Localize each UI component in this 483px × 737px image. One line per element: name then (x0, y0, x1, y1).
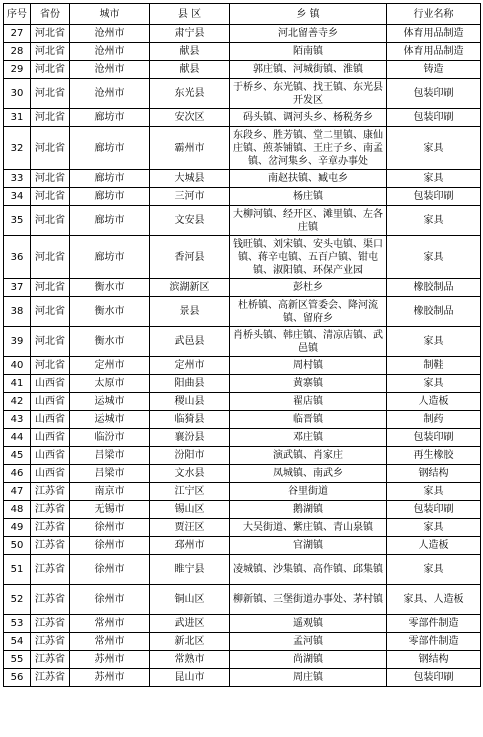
cell-city: 徐州市 (70, 519, 150, 537)
cell-no: 35 (4, 206, 31, 236)
cell-no: 54 (4, 633, 31, 651)
cell-industry: 橡胶制品 (387, 279, 481, 297)
cell-industry: 包装印刷 (387, 109, 481, 127)
cell-county: 锡山区 (150, 501, 230, 519)
cell-city: 沧州市 (70, 43, 150, 61)
cell-county: 霸州市 (150, 127, 230, 170)
cell-province: 江苏省 (31, 651, 70, 669)
cell-town: 谷里街道 (230, 483, 387, 501)
cell-county: 新北区 (150, 633, 230, 651)
table-body (4, 25, 481, 687)
cell-town: 临晋镇 (230, 411, 387, 429)
cell-industry: 包装印刷 (387, 669, 481, 687)
table-row (4, 236, 481, 279)
table-row (4, 109, 481, 127)
cell-industry: 包装印刷 (387, 79, 481, 109)
cell-industry: 家具 (387, 555, 481, 585)
cell-county: 阳曲县 (150, 375, 230, 393)
cell-province: 江苏省 (31, 633, 70, 651)
cell-no: 46 (4, 465, 31, 483)
table-row (4, 411, 481, 429)
table-row (4, 633, 481, 651)
cell-city: 衡水市 (70, 297, 150, 327)
cell-province: 河北省 (31, 25, 70, 43)
cell-city: 太原市 (70, 375, 150, 393)
cell-no: 45 (4, 447, 31, 465)
cell-no: 34 (4, 188, 31, 206)
cell-province: 山西省 (31, 429, 70, 447)
cell-province: 河北省 (31, 206, 70, 236)
cell-industry: 橡胶制品 (387, 297, 481, 327)
cell-county: 邳州市 (150, 537, 230, 555)
cell-county: 文安县 (150, 206, 230, 236)
cell-no: 53 (4, 615, 31, 633)
table-row (4, 188, 481, 206)
cell-province: 河北省 (31, 279, 70, 297)
cell-no: 50 (4, 537, 31, 555)
cell-town: 邓庄镇 (230, 429, 387, 447)
cell-city: 廊坊市 (70, 236, 150, 279)
cell-industry: 零部件制造 (387, 615, 481, 633)
cell-province: 河北省 (31, 79, 70, 109)
table-row (4, 61, 481, 79)
cell-town: 肖桥头镇、韩庄镇、清凉店镇、武邑镇 (230, 327, 387, 357)
cell-industry: 钢结构 (387, 465, 481, 483)
table-row (4, 465, 481, 483)
industry-town-table (3, 3, 481, 687)
cell-province: 河北省 (31, 127, 70, 170)
cell-province: 河北省 (31, 188, 70, 206)
cell-province: 江苏省 (31, 585, 70, 615)
cell-province: 河北省 (31, 327, 70, 357)
cell-province: 山西省 (31, 375, 70, 393)
table-row (4, 170, 481, 188)
cell-city: 苏州市 (70, 669, 150, 687)
table-row (4, 651, 481, 669)
cell-industry: 制鞋 (387, 357, 481, 375)
cell-industry: 家具、人造板 (387, 585, 481, 615)
cell-city: 吕梁市 (70, 447, 150, 465)
cell-town: 大柳河镇、经开区、滩里镇、左各庄镇 (230, 206, 387, 236)
cell-county: 临猗县 (150, 411, 230, 429)
cell-town: 陌南镇 (230, 43, 387, 61)
cell-no: 44 (4, 429, 31, 447)
cell-no: 33 (4, 170, 31, 188)
cell-no: 28 (4, 43, 31, 61)
cell-town: 孟河镇 (230, 633, 387, 651)
table-row (4, 537, 481, 555)
cell-no: 40 (4, 357, 31, 375)
cell-province: 河北省 (31, 357, 70, 375)
cell-city: 临汾市 (70, 429, 150, 447)
cell-city: 运城市 (70, 393, 150, 411)
header-province: 省份 (31, 4, 70, 25)
cell-county: 三河市 (150, 188, 230, 206)
cell-county: 献县 (150, 61, 230, 79)
cell-no: 52 (4, 585, 31, 615)
table-row (4, 206, 481, 236)
cell-town: 钱旺镇、刘宋镇、安头屯镇、渠口镇、蒋辛屯镇、五百户镇、钳屯镇、淑阳镇、环保产业园 (230, 236, 387, 279)
cell-province: 河北省 (31, 43, 70, 61)
cell-city: 吕梁市 (70, 465, 150, 483)
cell-province: 山西省 (31, 465, 70, 483)
cell-town: 彭杜乡 (230, 279, 387, 297)
cell-county: 香河县 (150, 236, 230, 279)
cell-industry: 铸造 (387, 61, 481, 79)
table-row (4, 79, 481, 109)
cell-city: 徐州市 (70, 555, 150, 585)
cell-city: 沧州市 (70, 25, 150, 43)
cell-county: 武邑县 (150, 327, 230, 357)
cell-county: 滨湖新区 (150, 279, 230, 297)
cell-city: 常州市 (70, 615, 150, 633)
cell-province: 山西省 (31, 447, 70, 465)
cell-no: 56 (4, 669, 31, 687)
cell-industry: 家具 (387, 170, 481, 188)
cell-province: 江苏省 (31, 519, 70, 537)
header-county: 县 区 (150, 4, 230, 25)
table-row (4, 43, 481, 61)
cell-city: 徐州市 (70, 537, 150, 555)
cell-city: 廊坊市 (70, 127, 150, 170)
cell-no: 37 (4, 279, 31, 297)
cell-no: 27 (4, 25, 31, 43)
cell-province: 山西省 (31, 393, 70, 411)
table-row (4, 279, 481, 297)
table-row (4, 447, 481, 465)
cell-town: 官湖镇 (230, 537, 387, 555)
cell-no: 47 (4, 483, 31, 501)
cell-province: 河北省 (31, 61, 70, 79)
cell-province: 江苏省 (31, 555, 70, 585)
cell-industry: 包装印刷 (387, 501, 481, 519)
cell-city: 无锡市 (70, 501, 150, 519)
cell-county: 襄汾县 (150, 429, 230, 447)
cell-industry: 家具 (387, 327, 481, 357)
cell-town: 于桥乡、东光镇、找王镇、东光县开发区 (230, 79, 387, 109)
cell-town: 演武镇、肖家庄 (230, 447, 387, 465)
cell-no: 36 (4, 236, 31, 279)
cell-town: 凤城镇、南武乡 (230, 465, 387, 483)
cell-city: 廊坊市 (70, 109, 150, 127)
cell-town: 东段乡、胜芳镇、堂二里镇、康仙庄镇、煎茶铺镇、王庄子乡、南孟镇、岔河集乡、辛章办事处 (230, 127, 387, 170)
cell-town: 黄寨镇 (230, 375, 387, 393)
header-city: 城市 (70, 4, 150, 25)
cell-county: 文水县 (150, 465, 230, 483)
cell-industry: 家具 (387, 375, 481, 393)
cell-city: 廊坊市 (70, 170, 150, 188)
table-row (4, 25, 481, 43)
cell-county: 贾汪区 (150, 519, 230, 537)
cell-no: 29 (4, 61, 31, 79)
cell-county: 肃宁县 (150, 25, 230, 43)
cell-county: 江宁区 (150, 483, 230, 501)
cell-town: 郭庄镇、河城街镇、淮镇 (230, 61, 387, 79)
cell-province: 河北省 (31, 297, 70, 327)
cell-industry: 家具 (387, 483, 481, 501)
cell-province: 江苏省 (31, 501, 70, 519)
cell-city: 廊坊市 (70, 206, 150, 236)
table-row (4, 327, 481, 357)
table-row (4, 501, 481, 519)
table-row (4, 393, 481, 411)
header-industry: 行业名称 (387, 4, 481, 25)
cell-city: 衡水市 (70, 279, 150, 297)
table-row (4, 357, 481, 375)
cell-town: 凌城镇、沙集镇、高作镇、邱集镇 (230, 555, 387, 585)
table-row (4, 669, 481, 687)
cell-county: 铜山区 (150, 585, 230, 615)
cell-province: 江苏省 (31, 537, 70, 555)
cell-city: 南京市 (70, 483, 150, 501)
cell-county: 大城县 (150, 170, 230, 188)
cell-province: 河北省 (31, 236, 70, 279)
cell-province: 江苏省 (31, 483, 70, 501)
table-row (4, 555, 481, 585)
cell-no: 55 (4, 651, 31, 669)
cell-city: 定州市 (70, 357, 150, 375)
cell-no: 51 (4, 555, 31, 585)
cell-industry: 体育用品制造 (387, 25, 481, 43)
cell-town: 码头镇、调河头乡、杨税务乡 (230, 109, 387, 127)
cell-city: 苏州市 (70, 651, 150, 669)
cell-county: 睢宁县 (150, 555, 230, 585)
cell-town: 鹅湖镇 (230, 501, 387, 519)
table-row (4, 483, 481, 501)
cell-city: 廊坊市 (70, 188, 150, 206)
cell-town: 遥观镇 (230, 615, 387, 633)
cell-industry: 人造板 (387, 393, 481, 411)
cell-province: 山西省 (31, 411, 70, 429)
cell-no: 49 (4, 519, 31, 537)
cell-city: 徐州市 (70, 585, 150, 615)
cell-no: 42 (4, 393, 31, 411)
cell-county: 景县 (150, 297, 230, 327)
cell-no: 30 (4, 79, 31, 109)
cell-industry: 体育用品制造 (387, 43, 481, 61)
cell-no: 38 (4, 297, 31, 327)
cell-province: 江苏省 (31, 669, 70, 687)
cell-no: 48 (4, 501, 31, 519)
cell-city: 衡水市 (70, 327, 150, 357)
cell-no: 31 (4, 109, 31, 127)
cell-county: 常熟市 (150, 651, 230, 669)
cell-city: 沧州市 (70, 79, 150, 109)
cell-industry: 制药 (387, 411, 481, 429)
header-town: 乡 镇 (230, 4, 387, 25)
cell-town: 柳新镇、三堡街道办事处、茅村镇 (230, 585, 387, 615)
header-no: 序号 (4, 4, 31, 25)
cell-city: 常州市 (70, 633, 150, 651)
table-row (4, 519, 481, 537)
cell-industry: 家具 (387, 127, 481, 170)
cell-town: 尚湖镇 (230, 651, 387, 669)
cell-industry: 包装印刷 (387, 188, 481, 206)
cell-town: 周村镇 (230, 357, 387, 375)
table-row (4, 615, 481, 633)
cell-county: 昆山市 (150, 669, 230, 687)
table-row (4, 375, 481, 393)
table-row (4, 429, 481, 447)
cell-county: 汾阳市 (150, 447, 230, 465)
cell-industry: 包装印刷 (387, 429, 481, 447)
cell-province: 河北省 (31, 109, 70, 127)
cell-industry: 家具 (387, 519, 481, 537)
cell-town: 翟店镇 (230, 393, 387, 411)
cell-industry: 家具 (387, 236, 481, 279)
cell-no: 39 (4, 327, 31, 357)
cell-no: 43 (4, 411, 31, 429)
cell-city: 沧州市 (70, 61, 150, 79)
cell-industry: 家具 (387, 206, 481, 236)
cell-county: 定州市 (150, 357, 230, 375)
cell-industry: 人造板 (387, 537, 481, 555)
cell-no: 41 (4, 375, 31, 393)
table-row (4, 297, 481, 327)
cell-county: 东光县 (150, 79, 230, 109)
cell-town: 杜桥镇、高新区管委会、降河流镇、留府乡 (230, 297, 387, 327)
cell-industry: 零部件制造 (387, 633, 481, 651)
cell-province: 河北省 (31, 170, 70, 188)
cell-province: 江苏省 (31, 615, 70, 633)
table-row (4, 127, 481, 170)
cell-town: 南赵扶镇、臧屯乡 (230, 170, 387, 188)
cell-industry: 钢结构 (387, 651, 481, 669)
cell-county: 献县 (150, 43, 230, 61)
header-row (4, 4, 481, 25)
cell-industry: 再生橡胶 (387, 447, 481, 465)
cell-county: 武进区 (150, 615, 230, 633)
cell-county: 安次区 (150, 109, 230, 127)
cell-town: 大吴街道、紫庄镇、青山泉镇 (230, 519, 387, 537)
cell-town: 杨庄镇 (230, 188, 387, 206)
cell-no: 32 (4, 127, 31, 170)
cell-town: 河北留善寺乡 (230, 25, 387, 43)
cell-county: 稷山县 (150, 393, 230, 411)
cell-city: 运城市 (70, 411, 150, 429)
cell-town: 周庄镇 (230, 669, 387, 687)
table-row (4, 585, 481, 615)
